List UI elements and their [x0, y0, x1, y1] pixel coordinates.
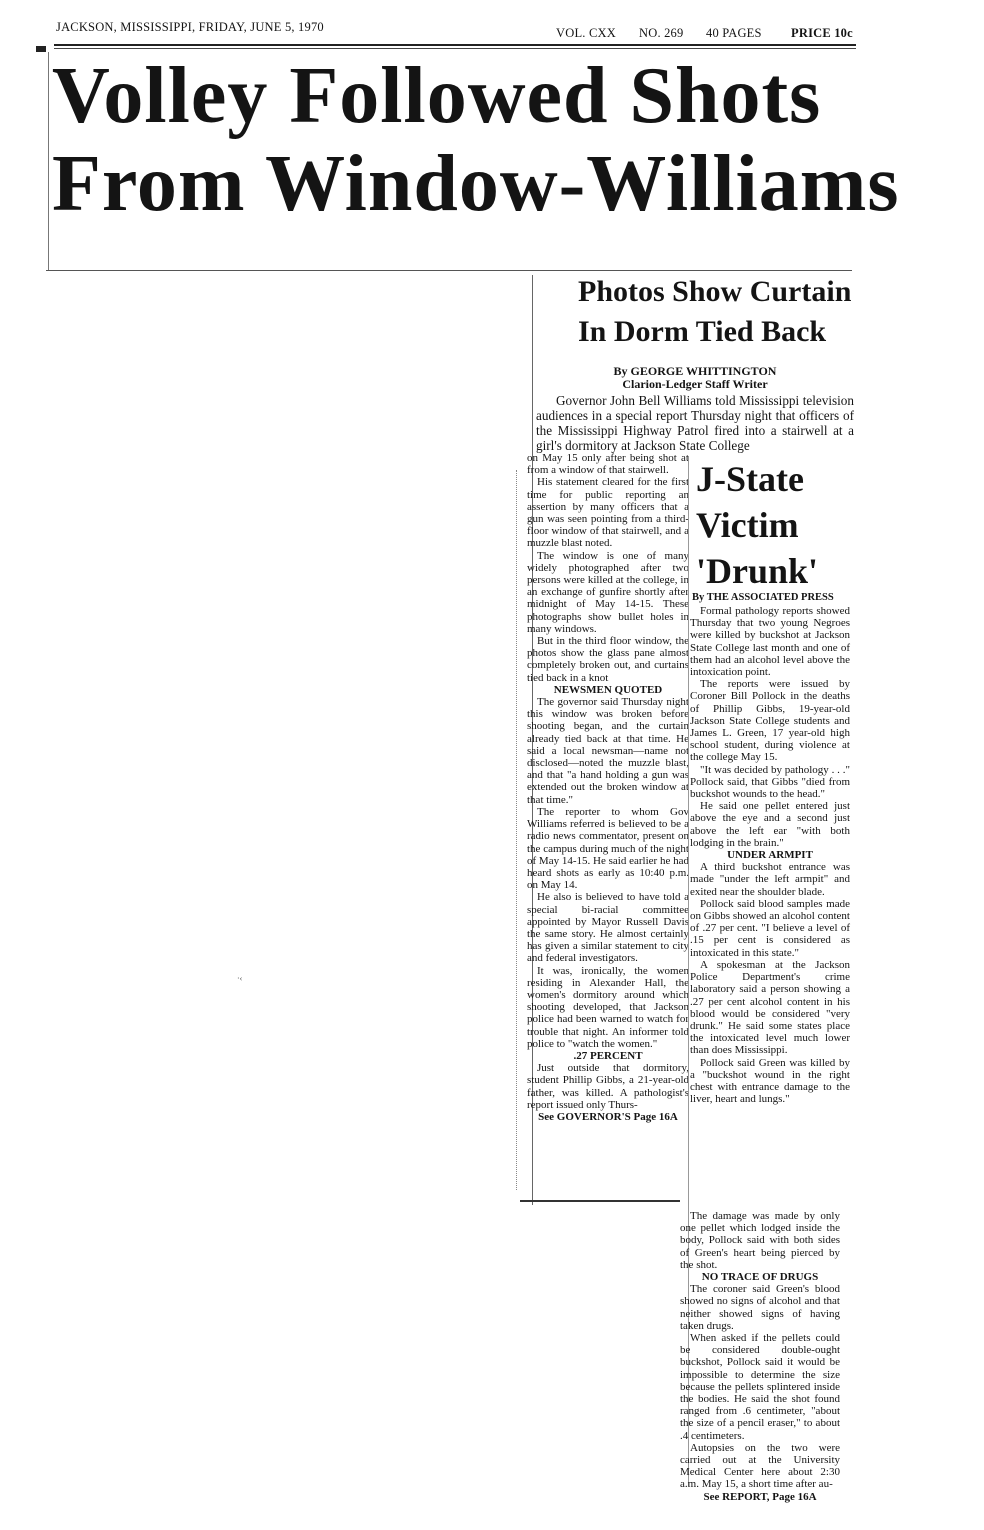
story2-column-continued	[680, 1210, 840, 1503]
paragraph: on May 15 only after being shot at from a window of that stairwell.	[527, 452, 689, 477]
story1-lead	[536, 393, 854, 453]
headline-border	[48, 52, 49, 270]
lead-paragraph: Governor John Bell Williams told Mississippi television audiences in a special report Thursday night that officers of the Mississippi Highway Patrol fired into a stairwell at a girl's dormitory at Jackson State College	[536, 393, 854, 453]
price: PRICE 10c	[791, 26, 853, 40]
story2-byline: By THE ASSOCIATED PRESS	[692, 592, 834, 603]
subheadline-line-2: In Dorm Tied Back	[578, 315, 827, 348]
headline-line-1: Volley Followed Shots	[52, 52, 822, 140]
paragraph: He said one pellet entered just above the eye and a second just above the left ear "with both lodging in the brain."	[690, 800, 850, 849]
paragraph: The governor said Thursday night this window was broken before shooting began, and the curtain already tied back at that time. He said a local newsman—name not disclosed—noted the muzzle blast, and that "a hand holding a gun was extended out the broken window at that time."	[527, 696, 689, 806]
story2-headline-line-1: J-State	[696, 459, 804, 499]
main-headline	[52, 52, 900, 228]
margin-mark	[36, 46, 46, 52]
paragraph: It was, ironically, the women residing in Alexander Hall, the women's dormitory around which shooting developed, that Jackson police had been warned to watch for trouble that night. An informer told police to "watch the women."	[527, 964, 689, 1050]
story2-column	[690, 605, 850, 1105]
paragraph: A third buckshot entrance was made "under the left armpit" and exited near the shoulder blade.	[690, 861, 850, 898]
subhead: NO TRACE OF DRUGS	[701, 1271, 819, 1284]
paragraph: Autopsies on the two were carried out at the University Medical Center here about 2:30 a.m. May 15, a short time after au-	[680, 1441, 840, 1491]
scan-speck: ·‹	[237, 974, 243, 983]
paragraph: Formal pathology reports showed Thursday that two young Negroes were killed by buckshot at Jackson State College last month and one of them had an alcohol level above the intoxication point.	[690, 605, 850, 679]
page-count: 40 PAGES	[706, 26, 762, 40]
paragraph: Just outside that dormitory, student Phillip Gibbs, a 21-year-old father, was killed. A pathologist's report issued only Thurs-	[527, 1062, 689, 1111]
subhead: .27 PERCENT	[573, 1049, 643, 1062]
paragraph: His statement cleared for the first time for public reporting an assertion by many officers that a gun was seen pointing from a third-floor window of that stairwell, and a muzzle blast noted.	[527, 476, 689, 550]
byline-title: Clarion-Ledger Staff Writer	[622, 377, 768, 391]
jump-line: See GOVERNOR'S Page 16A	[538, 1110, 678, 1123]
jump-line: See REPORT, Page 16A	[703, 1490, 817, 1503]
paragraph: Pollock said blood samples made on Gibbs showed an alcohol content of .27 per cent. "I believe a level of .15 per cent is considered as intoxicated in this state."	[690, 897, 850, 959]
masthead	[56, 18, 856, 40]
paragraph: When asked if the pellets could be considered double-ought buckshot, Pollock said it would be impossible to determine the size because the pellets splintered inside the bodies. He said the shot found ranged from .6 centimeter, "about the size of a pencil eraser," to about .4 centimeters.	[680, 1332, 840, 1442]
story1-subheadline	[578, 272, 868, 352]
paragraph: The damage was made by only one pellet which lodged inside the body, Pollock said with both sides of Green's heart being pierced by the shot.	[680, 1210, 840, 1271]
subhead: NEWSMEN QUOTED	[553, 683, 663, 696]
story2-headline-line-3: 'Drunk'	[696, 551, 819, 591]
gutter-marks	[516, 470, 521, 1190]
story2-headline	[696, 456, 856, 594]
paragraph: Pollock said Green was killed by a "buckshot wound in the right chest with entrance damage to the liver, heart and lungs."	[690, 1056, 850, 1106]
story1-byline	[560, 365, 830, 391]
masthead-rule	[54, 44, 856, 46]
paragraph: The reports were issued by Coroner Bill Pollock in the deaths of Phillip Gibbs, 19-year-old Jackson State College students and James L. Green, 17 year-old high school student, during violence at the college May 15.	[690, 678, 850, 764]
issue-number: NO. 269	[639, 26, 684, 40]
volume: VOL. CXX	[556, 26, 616, 40]
paragraph: The coroner said Green's blood showed no signs of alcohol and that neither showed signs of having taken drugs.	[680, 1283, 840, 1332]
headline-line-2: From Window-Williams	[52, 140, 900, 228]
subheadline-line-1: Photos Show Curtain	[578, 275, 852, 308]
byline-name: By GEORGE WHITTINGTON	[613, 364, 777, 378]
paragraph: "It was decided by pathology . . ." Pollock said, that Gibbs "died from buckshot wounds to the head."	[690, 763, 850, 801]
story1-end-rule	[520, 1200, 680, 1202]
paragraph: The reporter to whom Gov Williams referred is believed to be a radio news commentator, present on the campus during much of the night of May 14-15. He said earlier he had heard shots as early as 10:40 p.m. on May 14.	[527, 805, 689, 892]
paragraph: A spokesman at the Jackson Police Department's crime laboratory said a person showing a .27 per cent alcohol content in his blood would be considered "very drunk." He said some states place the intoxicated level much lower than does Mississippi.	[690, 958, 850, 1057]
paragraph: He also is believed to have told a special bi-racial committee appointed by Mayor Russell Davis the same story. He almost certainly has given a similar statement to city and federal investigators.	[527, 891, 689, 965]
story1-column	[527, 452, 689, 1123]
subhead: UNDER ARMPIT	[727, 849, 813, 862]
dateline: JACKSON, MISSISSIPPI, FRIDAY, JUNE 5, 1970	[56, 20, 324, 34]
masthead-rule-thin	[54, 48, 856, 49]
paragraph: But in the third floor window, the photos show the glass pane almost completely broken out, and curtains tied back in a knot	[527, 635, 689, 684]
story2-headline-line-2: Victim	[696, 505, 799, 545]
headline-rule	[46, 270, 852, 271]
paragraph: The window is one of many widely photographed after two persons were killed at the college, in an exchange of gunfire shortly after midnight of May 14-15. These photographs show bullet holes in many windows.	[527, 549, 689, 635]
